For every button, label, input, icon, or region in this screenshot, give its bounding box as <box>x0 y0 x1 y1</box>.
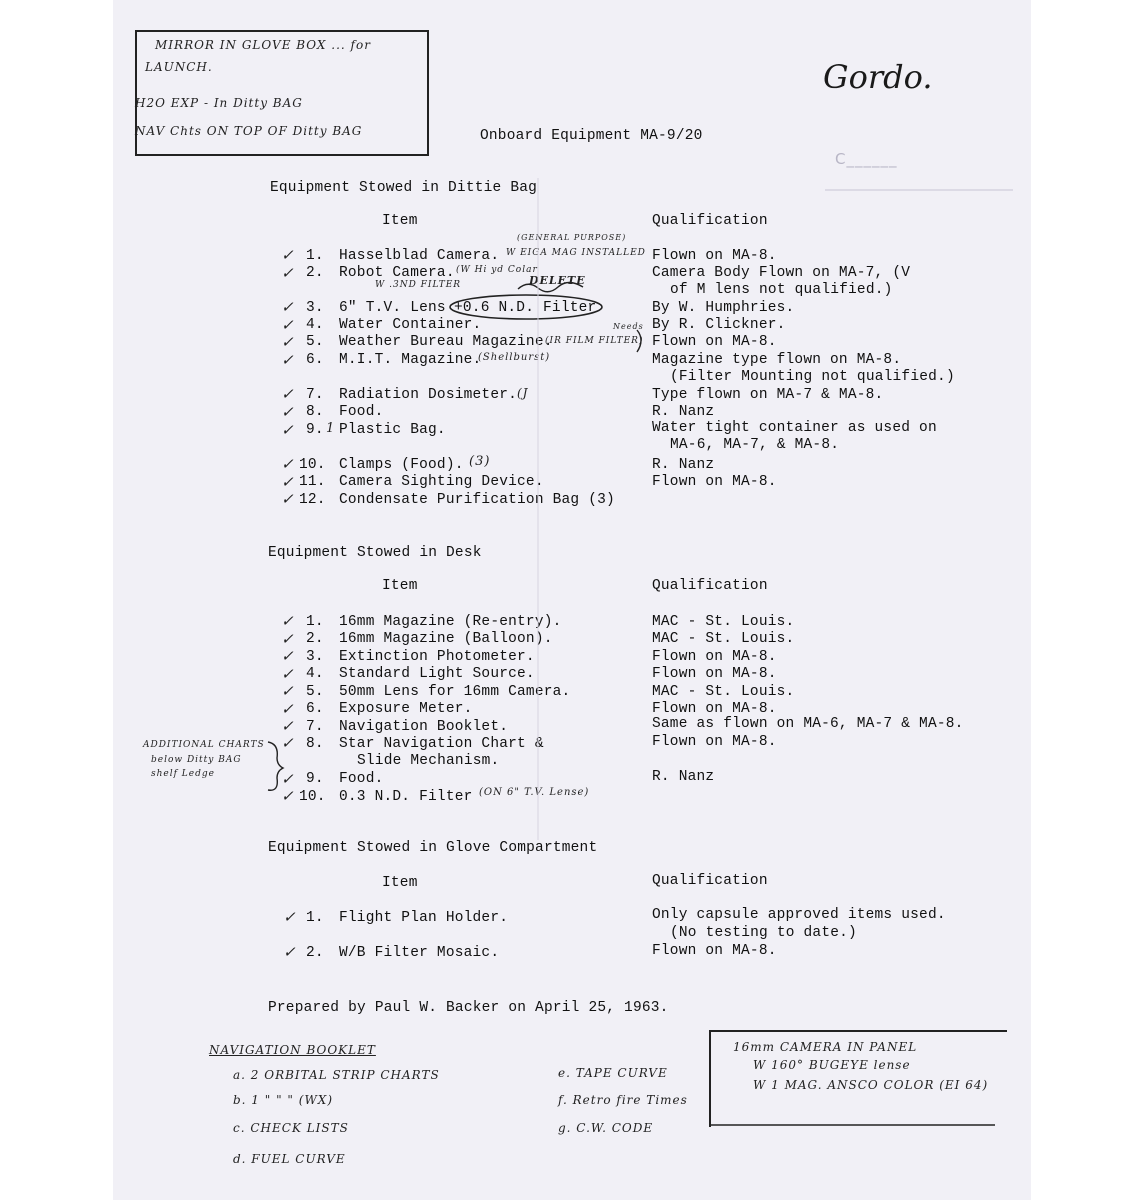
camera-note-line-2: W 160° BUGEYE lense <box>753 1058 911 1072</box>
column-header-item: Item <box>382 578 418 594</box>
item-name: Food. <box>339 404 384 420</box>
check-mark: ✓ <box>281 264 294 282</box>
check-mark: ✓ <box>281 316 294 334</box>
item-number: 6. <box>306 701 324 717</box>
item-number: 3. <box>306 649 324 665</box>
qualification-text: MA-6, MA-7, & MA-8. <box>670 437 840 453</box>
column-header-qualification: Qualification <box>652 578 768 594</box>
check-mark: ✓ <box>281 385 294 403</box>
handwritten-note: W EIGA MAG INSTALLED <box>506 248 646 258</box>
item-name: Camera Sighting Device. <box>339 474 544 490</box>
qualification-text: Flown on MA-8. <box>652 334 777 350</box>
bleed-through-mark: C______ <box>835 150 898 168</box>
item-number: 10. <box>299 457 326 473</box>
top-note-line-4: NAV Chts ON TOP OF Ditty BAG <box>135 124 363 138</box>
handwritten-note: (3) <box>469 454 491 469</box>
item-number: 2. <box>306 945 324 961</box>
item-name: 16mm Magazine (Balloon). <box>339 631 553 647</box>
check-mark: ✓ <box>281 770 294 788</box>
item-name: Plastic Bag. <box>339 422 446 438</box>
top-note-line-2: LAUNCH. <box>145 60 213 74</box>
item-name: M.I.T. Magazine. <box>339 352 482 368</box>
qualification-text: Flown on MA-8. <box>652 248 777 264</box>
item-name: Flight Plan Holder. <box>339 910 509 926</box>
check-mark: ✓ <box>281 717 294 735</box>
qualification-text: R. Nanz <box>652 404 715 420</box>
item-number: 4. <box>306 317 324 333</box>
check-mark: ✓ <box>283 908 296 926</box>
qualification-text: Camera Body Flown on MA-7, (V <box>652 265 911 281</box>
item-number: 1. <box>306 910 324 926</box>
item-number: 3. <box>306 300 324 316</box>
check-mark: ✓ <box>281 700 294 718</box>
qualification-text: Flown on MA-8. <box>652 474 777 490</box>
top-note-line-1: MIRROR IN GLOVE BOX ... for <box>155 38 371 52</box>
check-mark: ✓ <box>281 612 294 630</box>
check-mark: ✓ <box>281 682 294 700</box>
qualification-text: MAC - St. Louis. <box>652 631 795 647</box>
handwritten-note: (IR FILM FILTER) <box>545 336 644 346</box>
check-mark: ✓ <box>281 787 294 805</box>
item-name: Robot Camera. <box>339 265 455 281</box>
column-header-qualification: Qualification <box>652 213 768 229</box>
nav-booklet-heading: NAVIGATION BOOKLET <box>209 1043 376 1057</box>
item-number: 11. <box>299 474 326 490</box>
qualification-text: Flown on MA-8. <box>652 649 777 665</box>
check-mark: ✓ <box>281 333 294 351</box>
item-number: 9. <box>306 771 324 787</box>
qualification-text: By W. Humphries. <box>652 300 795 316</box>
qualification-text: R. Nanz <box>652 769 715 785</box>
handwritten-note: W .3ND FILTER <box>375 280 462 290</box>
qualification-text: MAC - St. Louis. <box>652 684 795 700</box>
nav-booklet-item: g. C.W. CODE <box>558 1121 654 1135</box>
check-mark: ✓ <box>281 734 294 752</box>
nav-booklet-item: d. FUEL CURVE <box>233 1152 346 1166</box>
item-number: 8. <box>306 736 324 752</box>
item-name: Clamps (Food). <box>339 457 464 473</box>
item-name: Food. <box>339 771 384 787</box>
nav-booklet-item: c. CHECK LISTS <box>233 1121 349 1135</box>
handwritten-note: (Shellburst) <box>478 352 551 363</box>
side-note-line-3: shelf Ledge <box>151 769 215 779</box>
check-mark: ✓ <box>281 630 294 648</box>
item-name: Exposure Meter. <box>339 701 473 717</box>
item-number: 7. <box>306 719 324 735</box>
item-name: 0.3 N.D. Filter <box>339 789 473 805</box>
check-mark: ✓ <box>281 490 294 508</box>
qualification-text: R. Nanz <box>652 457 715 473</box>
item-number: 1. <box>306 248 324 264</box>
item-number: 2. <box>306 265 324 281</box>
section-heading: Equipment Stowed in Dittie Bag <box>270 180 538 196</box>
qualification-text: (Filter Mounting not qualified.) <box>670 369 955 385</box>
prepared-by-line: Prepared by Paul W. Backer on April 25, 1963. <box>268 1000 669 1016</box>
qualification-text: Flown on MA-8. <box>652 701 777 717</box>
column-header-qualification: Qualification <box>652 873 768 889</box>
nav-booklet-item: e. TAPE CURVE <box>558 1066 668 1080</box>
side-note-line-2: below Ditty BAG <box>151 755 242 765</box>
pen-marks <box>113 0 1031 1200</box>
item-number: 1. <box>306 614 324 630</box>
nav-booklet-item: a. 2 ORBITAL STRIP CHARTS <box>233 1068 440 1082</box>
qualification-text: Water tight container as used on <box>652 420 937 436</box>
page-title: Onboard Equipment MA-9/20 <box>480 128 703 144</box>
item-name: Standard Light Source. <box>339 666 535 682</box>
handwritten-note: (ON 6" T.V. Lense) <box>479 787 590 798</box>
handwritten-note: (J <box>517 386 529 400</box>
item-number: 12. <box>299 492 326 508</box>
check-mark: ✓ <box>281 351 294 369</box>
handwritten-note: (W Hi yd Colar <box>456 265 538 275</box>
item-number: 7. <box>306 387 324 403</box>
section-heading: Equipment Stowed in Desk <box>268 545 482 561</box>
item-number: 5. <box>306 684 324 700</box>
handwritten-note: 1 <box>326 421 336 436</box>
item-name: 16mm Magazine (Re-entry). <box>339 614 562 630</box>
qualification-text: Type flown on MA-7 & MA-8. <box>652 387 884 403</box>
item-number: 8. <box>306 404 324 420</box>
qualification-text: MAC - St. Louis. <box>652 614 795 630</box>
qualification-text: Flown on MA-8. <box>652 666 777 682</box>
document-page <box>113 0 1031 1200</box>
item-name-circled: +0.6 N.D. Filter <box>454 300 597 316</box>
qualification-text: Only capsule approved items used. <box>652 907 946 923</box>
item-number: 9. <box>306 422 324 438</box>
check-mark: ✓ <box>281 473 294 491</box>
camera-note-line-1: 16mm CAMERA IN PANEL <box>733 1040 918 1054</box>
nav-booklet-item: f. Retro fire Times <box>558 1093 688 1107</box>
qualification-text: of M lens not qualified.) <box>670 282 893 298</box>
check-mark: ✓ <box>283 943 296 961</box>
item-name: Water Container. <box>339 317 482 333</box>
item-name: Hasselblad Camera. <box>339 248 500 264</box>
item-name: Navigation Booklet. <box>339 719 509 735</box>
column-header-item: Item <box>382 875 418 891</box>
check-mark: ✓ <box>281 665 294 683</box>
item-name: Radiation Dosimeter. <box>339 387 518 403</box>
item-name: W/B Filter Mosaic. <box>339 945 500 961</box>
top-note-line-3: H2O EXP - In Ditty BAG <box>135 96 303 110</box>
handwritten-note: DELETE <box>529 274 586 287</box>
handwritten-note: Needs <box>613 322 644 331</box>
item-name-line-2: Slide Mechanism. <box>357 753 500 769</box>
item-name: Extinction Photometer. <box>339 649 535 665</box>
item-number: 2. <box>306 631 324 647</box>
item-name: Condensate Purification Bag (3) <box>339 492 615 508</box>
item-number: 6. <box>306 352 324 368</box>
check-mark: ✓ <box>281 455 294 473</box>
qualification-text: Flown on MA-8. <box>652 734 777 750</box>
qualification-text: Magazine type flown on MA-8. <box>652 352 902 368</box>
item-number: 4. <box>306 666 324 682</box>
check-mark: ✓ <box>281 246 294 264</box>
signature: Gordo. <box>823 58 933 96</box>
handwritten-note: (GENERAL PURPOSE) <box>517 233 627 242</box>
qualification-text: (No testing to date.) <box>670 925 857 941</box>
nav-booklet-item: b. 1 " " " (WX) <box>233 1093 334 1107</box>
item-name: Star Navigation Chart & <box>339 736 544 752</box>
qualification-text: Same as flown on MA-6, MA-7 & MA-8. <box>652 716 964 732</box>
item-name: Weather Bureau Magazine. <box>339 334 553 350</box>
check-mark: ✓ <box>281 647 294 665</box>
side-note-line-1: ADDITIONAL CHARTS <box>143 740 265 750</box>
item-name: 6" T.V. Lens <box>339 300 446 316</box>
check-mark: ✓ <box>281 298 294 316</box>
section-heading: Equipment Stowed in Glove Compartment <box>268 840 598 856</box>
check-mark: ✓ <box>281 403 294 421</box>
item-name: 50mm Lens for 16mm Camera. <box>339 684 571 700</box>
item-number: 5. <box>306 334 324 350</box>
qualification-text: By R. Clickner. <box>652 317 786 333</box>
item-number: 10. <box>299 789 326 805</box>
camera-note-line-3: W 1 MAG. ANSCO COLOR (EI 64) <box>753 1078 989 1092</box>
check-mark: ✓ <box>281 421 294 439</box>
qualification-text: Flown on MA-8. <box>652 943 777 959</box>
column-header-item: Item <box>382 213 418 229</box>
